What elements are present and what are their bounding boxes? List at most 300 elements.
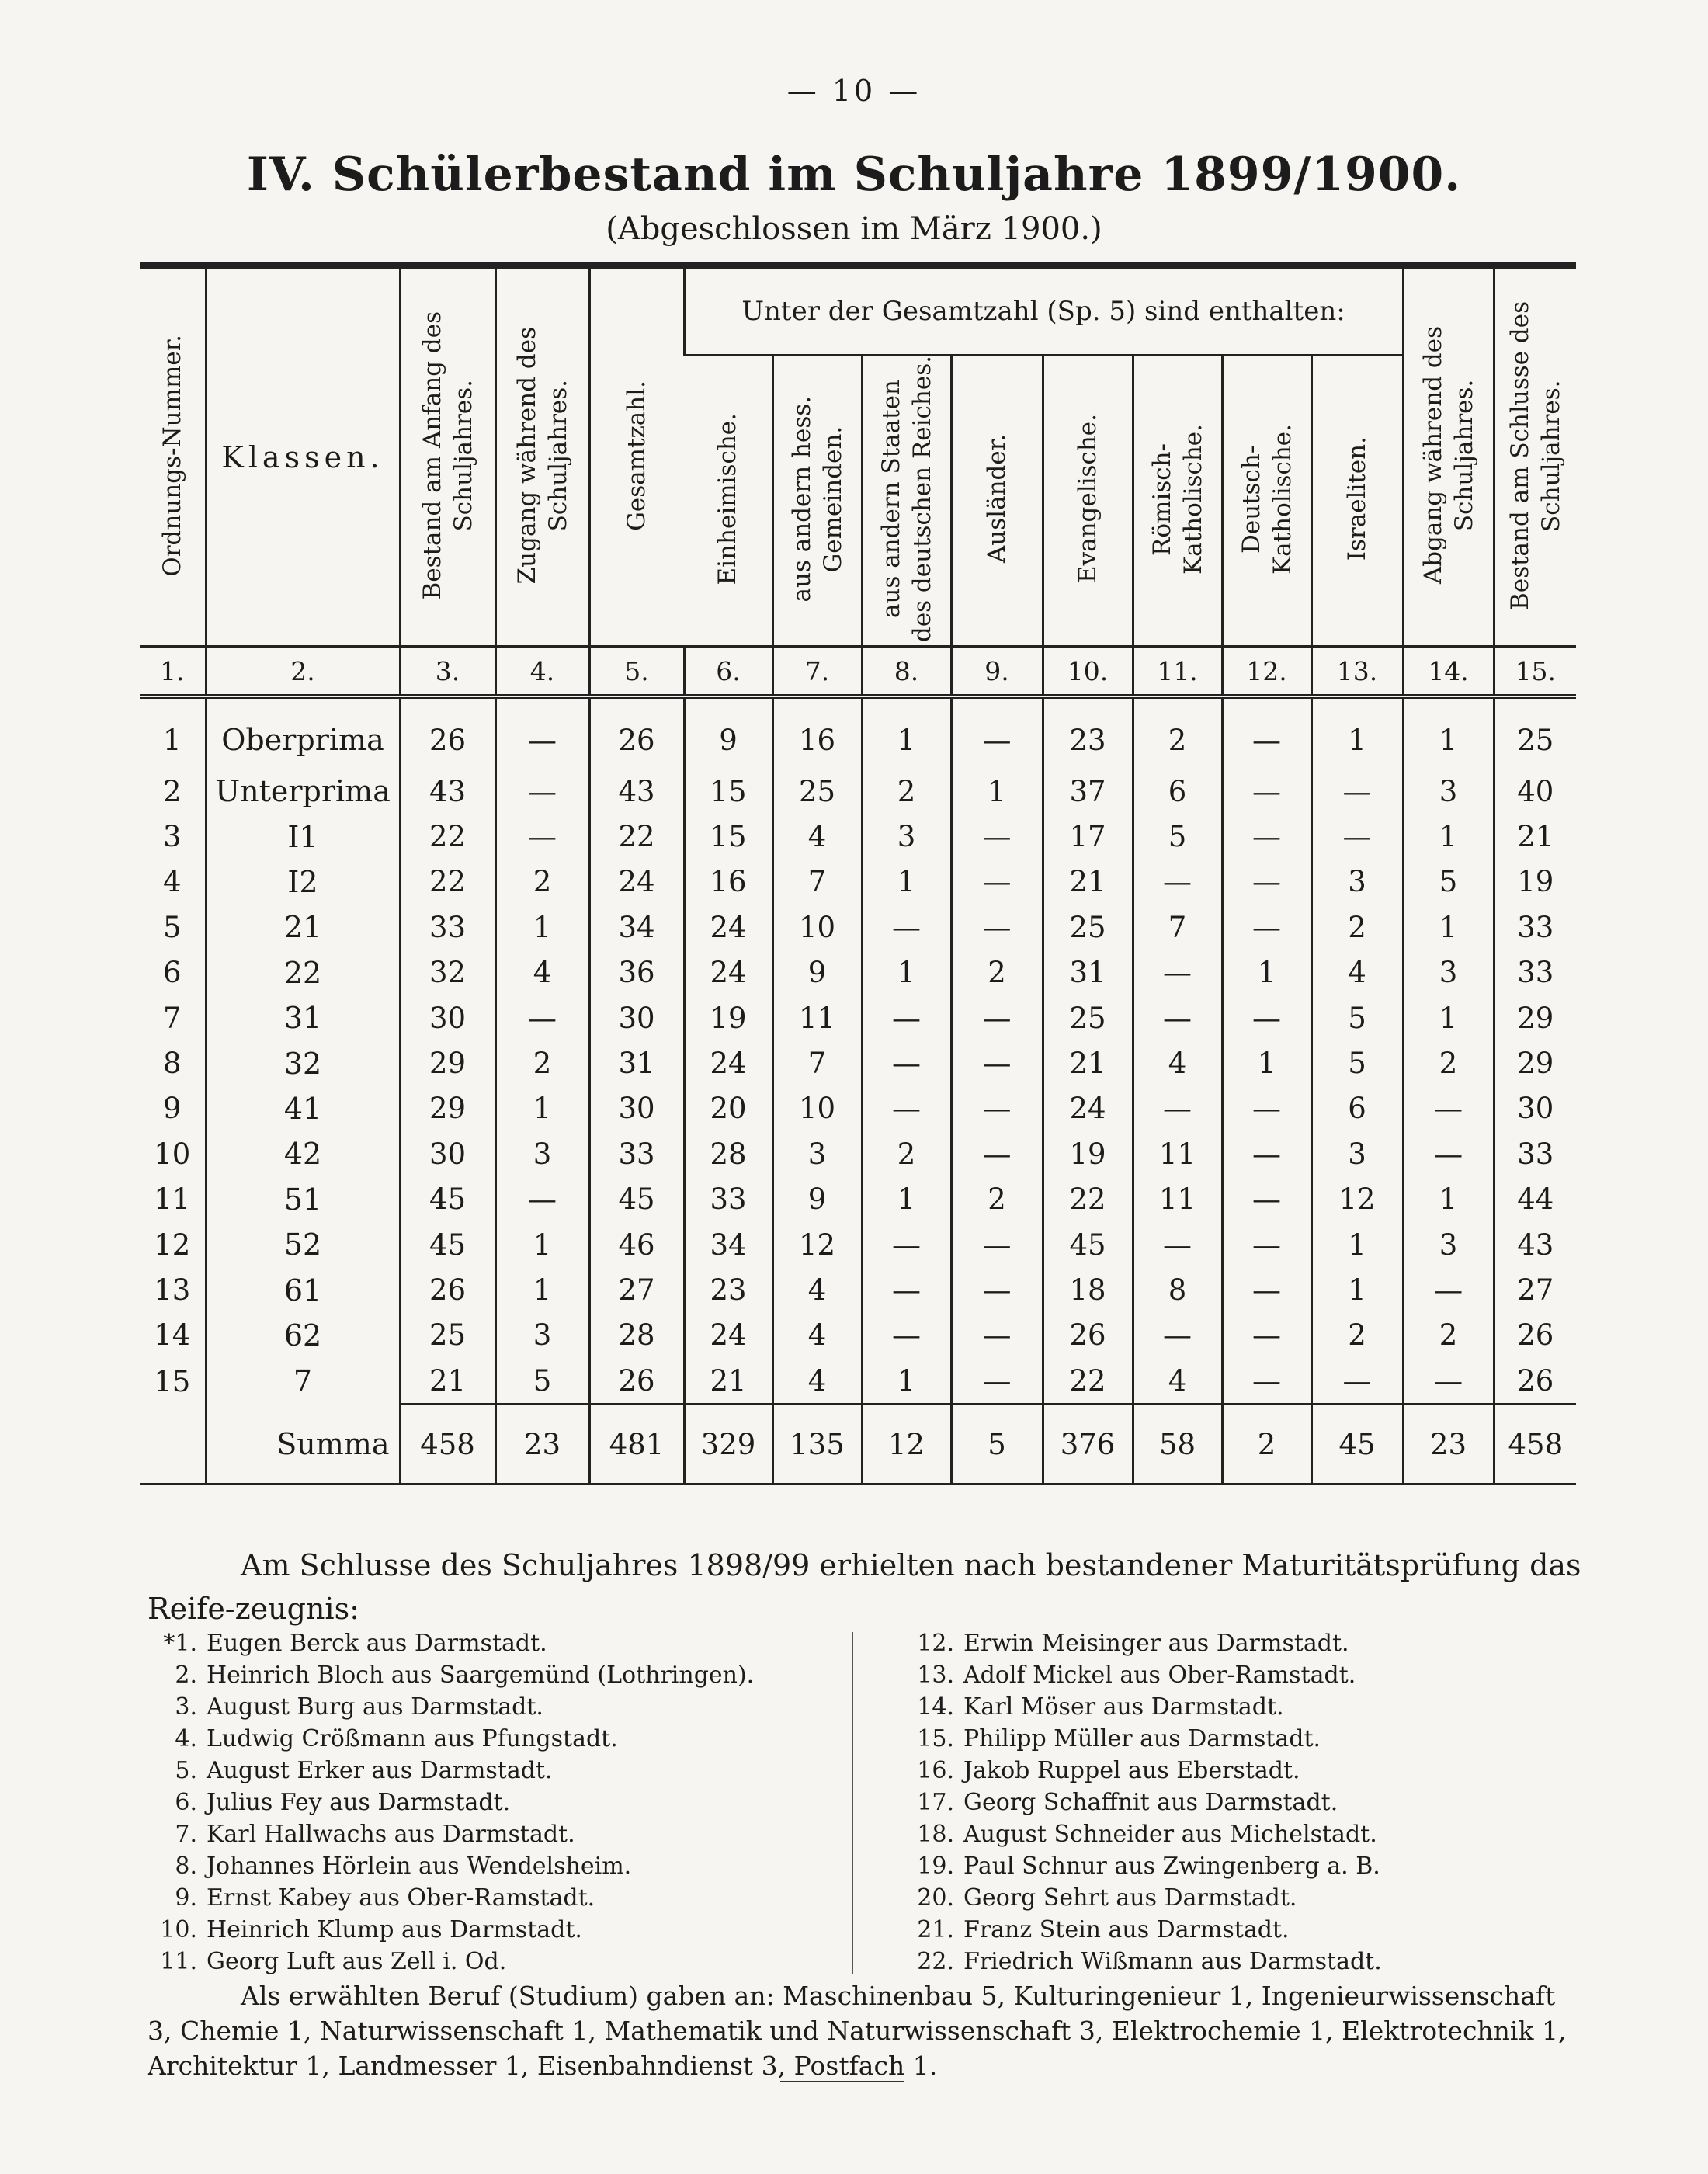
table-row	[140, 1086, 1576, 1131]
graduate-item	[148, 1946, 846, 1978]
table-row	[140, 814, 1576, 859]
graduate-number: 10.	[160, 1916, 197, 1943]
table-cell: 1	[1222, 1040, 1311, 1085]
table-cell: 3	[162, 820, 182, 854]
graduate-item	[904, 1691, 1588, 1723]
header-klassen-text: Klassen.	[221, 439, 384, 474]
class-name-cell: I2	[206, 860, 400, 905]
graduate-number: 21.	[917, 1916, 954, 1943]
table-cell: —	[951, 1131, 1043, 1176]
table-cell: 7	[772, 860, 862, 905]
table-cell: 3	[495, 1131, 589, 1176]
column-number: 11.	[1133, 647, 1222, 697]
graduate-item	[148, 1914, 846, 1946]
header-deutsch	[1222, 355, 1311, 647]
table-row	[140, 1267, 1576, 1312]
header-abgang-line1: Abgang während des	[1418, 326, 1447, 585]
table-cell: 2	[862, 769, 951, 814]
table-cell: 43	[589, 769, 684, 814]
column-number: 12.	[1222, 647, 1311, 697]
graduate-number: 2.	[175, 1662, 197, 1689]
graduate-name: Adolf Mickel aus Ober-Ramstadt.	[963, 1662, 1356, 1689]
table-cell: —	[1222, 995, 1311, 1040]
table-cell: 3	[495, 1313, 589, 1358]
table-cell: 8	[1133, 1267, 1222, 1312]
table-cell: 24	[684, 905, 772, 950]
graduate-number: 18.	[917, 1821, 954, 1848]
table-cell: 2	[1311, 1313, 1403, 1358]
graduate-number: *1.	[163, 1630, 197, 1657]
graduate-item	[148, 1659, 846, 1691]
table-cell: —	[951, 1040, 1043, 1085]
graduate-name: Georg Schaffnit aus Darmstadt.	[963, 1789, 1338, 1816]
column-divider	[852, 1632, 853, 1974]
graduate-number: 12.	[917, 1630, 954, 1657]
column-number: 13.	[1311, 647, 1403, 697]
table-cell: —	[1133, 1222, 1222, 1267]
page-title: IV. Schülerbestand im Schuljahre 1899/1900.	[246, 148, 1462, 202]
class-name-cell: 21	[206, 905, 400, 950]
table-cell: 7	[772, 1040, 862, 1085]
table-cell: 4	[772, 814, 862, 859]
graduate-item	[904, 1787, 1588, 1818]
table-row	[140, 950, 1576, 995]
table-cell: —	[1222, 696, 1311, 769]
header-roemisch-line2: Katholische.	[1179, 423, 1207, 575]
table-cell: —	[1222, 1267, 1311, 1312]
table-cell: —	[862, 1222, 951, 1267]
header-bestand-anfang	[400, 266, 495, 647]
table-cell: 1	[495, 1267, 589, 1312]
table-cell: 31	[589, 1040, 684, 1085]
header-andere-staaten-line2: des deutschen Reiches.	[908, 356, 936, 643]
table-cell: 33	[684, 1177, 772, 1222]
table-cell: 19	[684, 995, 772, 1040]
graduate-name: Johannes Hörlein aus Wendelsheim.	[207, 1853, 632, 1880]
summa-cell: 23	[495, 1405, 589, 1485]
graduate-item	[148, 1691, 846, 1723]
table-cell: 5	[1133, 814, 1222, 859]
table-cell: —	[1311, 1358, 1403, 1405]
table-cell: 6	[1133, 769, 1222, 814]
table-row	[140, 769, 1576, 814]
table-cell: 4	[495, 950, 589, 995]
table-cell: 2	[862, 1131, 951, 1176]
table-cell: 9	[772, 950, 862, 995]
table-cell: 15	[684, 769, 772, 814]
table-cell: 31	[1043, 950, 1133, 995]
table-cell: 1	[862, 696, 951, 769]
table-cell: 27	[1494, 1267, 1576, 1312]
graduate-name: Jakob Ruppel aus Eberstadt.	[963, 1757, 1300, 1784]
table-cell: 9	[684, 696, 772, 769]
header-andere-gemeinden-line1: aus andern hess.	[787, 395, 816, 603]
table-cell: —	[951, 905, 1043, 950]
table-cell: —	[951, 814, 1043, 859]
table-cell: 21	[400, 1358, 495, 1405]
graduates-list	[148, 1627, 1584, 1977]
table-cell: 1	[1403, 814, 1494, 859]
table-row	[140, 905, 1576, 950]
table-cell: 5	[1403, 860, 1494, 905]
graduate-item	[904, 1882, 1588, 1914]
table-cell: 1	[862, 1358, 951, 1405]
table-cell: 29	[1494, 995, 1576, 1040]
table-cell: 1	[1311, 696, 1403, 769]
table-cell: —	[1222, 1222, 1311, 1267]
class-name-cell: 31	[206, 995, 400, 1040]
table-row	[140, 696, 1576, 769]
table-cell: 1	[495, 1086, 589, 1131]
graduate-name: Friedrich Wißmann aus Darmstadt.	[963, 1948, 1382, 1975]
table-cell: —	[1403, 1131, 1494, 1176]
header-auslaender	[951, 355, 1043, 647]
table-cell: —	[495, 995, 589, 1040]
graduate-item	[148, 1627, 846, 1659]
table-cell: 20	[684, 1086, 772, 1131]
graduate-item	[904, 1946, 1588, 1978]
summa-cell: 458	[400, 1405, 495, 1485]
table-cell: 1	[495, 1222, 589, 1267]
summa-cell: 458	[1494, 1405, 1576, 1485]
table-cell: 9	[772, 1177, 862, 1222]
table-cell: 4	[1311, 950, 1403, 995]
class-name-cell: Unterprima	[206, 769, 400, 814]
table-cell: 1	[1403, 995, 1494, 1040]
table-cell: 5	[162, 910, 182, 944]
table-cell: —	[495, 696, 589, 769]
header-klassen	[206, 266, 400, 647]
table-row	[140, 860, 1576, 905]
table-cell: 33	[1494, 905, 1576, 950]
table-cell: 24	[684, 1313, 772, 1358]
table-cell: 5	[495, 1358, 589, 1405]
table-cell: 24	[684, 1040, 772, 1085]
graduate-number: 7.	[175, 1821, 197, 1848]
column-number: 2.	[206, 647, 400, 697]
table-cell: 26	[400, 1267, 495, 1312]
header-einheimische	[684, 355, 772, 647]
graduate-item	[148, 1850, 846, 1882]
table-cell: 1	[1311, 1267, 1403, 1312]
table-cell: —	[1222, 1313, 1311, 1358]
table-cell: 2	[951, 950, 1043, 995]
graduate-item	[148, 1882, 846, 1914]
table-cell: 28	[684, 1131, 772, 1176]
table-cell: —	[1311, 814, 1403, 859]
table-cell: 6	[162, 956, 182, 990]
graduate-number: 15.	[917, 1725, 954, 1752]
table-cell: 33	[1494, 1131, 1576, 1176]
careers-paragraph: Als erwählten Beruf (Studium) gaben an: Maschinenbau 5, Kulturingenieur 1, Ingenieurwissenschaft 3, Chemie 1, Naturwissenschaft 1, Mathematik und Naturwissenschaft 3, Elektrochemie 1, Elektrotechnik 1, Architektur 1, Landmesser 1, Eisenbahndienst 3, Postfach 1.	[148, 1981, 1567, 2081]
table-cell: 2	[951, 1177, 1043, 1222]
table-cell: —	[1133, 1313, 1222, 1358]
column-number: 14.	[1403, 647, 1494, 697]
column-number: 3.	[400, 647, 495, 697]
table-cell: 8	[162, 1047, 182, 1081]
table-cell: 26	[589, 696, 684, 769]
column-number: 8.	[862, 647, 951, 697]
table-cell: 18	[1043, 1267, 1133, 1312]
table-cell: 2	[495, 1040, 589, 1085]
class-name-cell: 22	[206, 950, 400, 995]
table-cell: 11	[1133, 1131, 1222, 1176]
table-cell: 1	[862, 950, 951, 995]
graduates-column-right	[904, 1627, 1588, 1978]
table-cell: 14	[154, 1318, 191, 1353]
header-gesamtzahl	[589, 266, 684, 647]
column-number: 4.	[495, 647, 589, 697]
table-cell: 13	[154, 1273, 191, 1307]
table-cell: —	[1403, 1267, 1494, 1312]
header-israeliten	[1311, 355, 1403, 647]
table-cell: 2	[1403, 1313, 1494, 1358]
header-deutsch-line2: Katholische.	[1268, 423, 1297, 575]
column-number: 10.	[1043, 647, 1133, 697]
header-ordnungsnummer	[140, 266, 206, 647]
table-cell: —	[1222, 1086, 1311, 1131]
table-cell: 6	[1311, 1086, 1403, 1131]
table-cell: 1	[1403, 696, 1494, 769]
graduate-number: 22.	[917, 1948, 954, 1975]
table-cell: —	[1222, 1177, 1311, 1222]
table-cell: 25	[1043, 905, 1133, 950]
enrollment-table	[140, 262, 1576, 1485]
table-cell: 2	[1133, 696, 1222, 769]
table-cell: 37	[1043, 769, 1133, 814]
graduate-name: Karl Hallwachs aus Darmstadt.	[207, 1821, 575, 1848]
table-cell: 45	[400, 1222, 495, 1267]
page-subtitle: (Abgeschlossen im März 1900.)	[606, 211, 1102, 247]
graduate-number: 19.	[917, 1853, 954, 1880]
graduate-name: Heinrich Bloch aus Saargemünd (Lothringen).	[207, 1662, 755, 1689]
header-roemisch	[1133, 355, 1222, 647]
header-abgang	[1403, 266, 1494, 647]
class-name-cell: I1	[206, 814, 400, 859]
class-name-cell: 62	[206, 1313, 400, 1358]
class-name-cell: 32	[206, 1040, 400, 1085]
table-cell: 11	[1133, 1177, 1222, 1222]
table-cell: 22	[1043, 1177, 1133, 1222]
graduate-number: 13.	[917, 1662, 954, 1689]
graduates-column-left	[148, 1627, 846, 1978]
class-name-cell: 51	[206, 1177, 400, 1222]
graduate-name: Karl Möser aus Darmstadt.	[963, 1693, 1284, 1721]
table-cell: 21	[1494, 814, 1576, 859]
graduate-number: 17.	[917, 1789, 954, 1816]
table-cell: 30	[589, 995, 684, 1040]
table-cell: —	[495, 769, 589, 814]
graduate-name: Paul Schnur aus Zwingenberg a. B.	[963, 1853, 1380, 1880]
table-cell: —	[862, 1313, 951, 1358]
table-cell: 1	[162, 723, 182, 757]
table-cell: 1	[862, 860, 951, 905]
table-cell: 15	[684, 814, 772, 859]
summa-cell: 481	[589, 1405, 684, 1485]
table-cell: —	[951, 1358, 1043, 1405]
graduate-number: 3.	[175, 1693, 197, 1721]
table-cell: 30	[589, 1086, 684, 1131]
graduate-item	[904, 1723, 1588, 1755]
table-cell: 44	[1494, 1177, 1576, 1222]
table-cell: 1	[495, 905, 589, 950]
column-number: 1.	[140, 647, 206, 697]
class-name-cell: 7	[206, 1358, 400, 1405]
table-cell: 2	[1311, 905, 1403, 950]
graduate-number: 6.	[175, 1789, 197, 1816]
table-cell: 4	[162, 865, 182, 899]
table-cell: 15	[154, 1364, 191, 1398]
column-number: 6.	[684, 647, 772, 697]
table-cell: —	[862, 905, 951, 950]
table-cell: 26	[589, 1358, 684, 1405]
table-cell: 2	[495, 860, 589, 905]
table-cell: 10	[772, 905, 862, 950]
table-cell: 11	[772, 995, 862, 1040]
summa-row	[140, 1405, 1576, 1485]
summa-cell: 5	[951, 1405, 1043, 1485]
graduate-name: Franz Stein aus Darmstadt.	[963, 1916, 1290, 1943]
header-bestand-schluss-line2: Schuljahres.	[1536, 379, 1565, 532]
graduate-number: 8.	[175, 1853, 197, 1880]
graduate-number: 5.	[175, 1757, 197, 1784]
column-number-row	[140, 647, 1576, 697]
table-cell: —	[495, 1177, 589, 1222]
table-cell: —	[1403, 1086, 1494, 1131]
header-andere-gemeinden	[772, 355, 862, 647]
table-cell: 4	[1133, 1040, 1222, 1085]
table-cell: 11	[154, 1183, 191, 1217]
graduate-item	[904, 1914, 1588, 1946]
table-cell: 3	[862, 814, 951, 859]
header-gesamtzahl-text: Gesamtzahl.	[623, 380, 651, 531]
table-body	[140, 647, 1576, 1485]
table-cell: 33	[400, 905, 495, 950]
table-cell: 16	[772, 696, 862, 769]
header-bestand-anfang-line1: Bestand am Anfang des	[418, 311, 446, 600]
table-cell: 32	[400, 950, 495, 995]
table-cell: 7	[162, 1001, 182, 1035]
header-andere-gemeinden-line2: Gemeinden.	[818, 425, 847, 572]
class-name-cell: 41	[206, 1086, 400, 1131]
table-cell: —	[951, 860, 1043, 905]
table-cell: 30	[400, 995, 495, 1040]
header-zugang-line1: Zugang während des	[512, 326, 541, 585]
summa-cell: 376	[1043, 1405, 1133, 1485]
table-cell: 16	[684, 860, 772, 905]
header-andere-staaten	[862, 355, 951, 647]
class-name-cell: Oberprima	[206, 696, 400, 769]
table-row	[140, 1313, 1576, 1358]
table-cell: —	[1222, 1131, 1311, 1176]
table-row	[140, 1358, 1576, 1405]
table-cell: 10	[154, 1137, 191, 1171]
summa-cell: 135	[772, 1405, 862, 1485]
table-cell: 30	[1494, 1086, 1576, 1131]
graduate-name: August Burg aus Darmstadt.	[207, 1693, 543, 1721]
table-cell: 34	[589, 905, 684, 950]
summa-empty-cell	[140, 1405, 206, 1485]
table-cell: 19	[1494, 860, 1576, 905]
table-row	[140, 995, 1576, 1040]
graduate-item	[904, 1627, 1588, 1659]
table-cell: 1	[862, 1177, 951, 1222]
summa-cell: 58	[1133, 1405, 1222, 1485]
class-name-cell: 42	[206, 1131, 400, 1176]
table-cell: —	[1222, 769, 1311, 814]
header-deutsch-line1: Deutsch-	[1237, 444, 1265, 554]
graduate-name: Heinrich Klump aus Darmstadt.	[207, 1916, 582, 1943]
table-cell: 43	[400, 769, 495, 814]
column-number: 5.	[589, 647, 684, 697]
table-cell: 4	[772, 1267, 862, 1312]
table-cell: 24	[684, 950, 772, 995]
table-cell: 24	[589, 860, 684, 905]
table-cell: 26	[1494, 1313, 1576, 1358]
table-cell: 4	[1133, 1358, 1222, 1405]
table-cell: 2	[162, 774, 182, 808]
table-cell: 3	[1311, 860, 1403, 905]
table-cell: 25	[1043, 995, 1133, 1040]
table-cell: —	[1133, 860, 1222, 905]
table-cell: —	[1133, 1086, 1222, 1131]
table-cell: 23	[684, 1267, 772, 1312]
graduate-item	[904, 1755, 1588, 1787]
table-cell: 1	[1403, 1177, 1494, 1222]
graduate-name: Ludwig Crößmann aus Pfungstadt.	[207, 1725, 618, 1752]
summa-cell: 329	[684, 1405, 772, 1485]
graduate-number: 20.	[917, 1884, 954, 1912]
table-cell: 4	[772, 1313, 862, 1358]
table-cell: 2	[1403, 1040, 1494, 1085]
table-cell: 4	[772, 1358, 862, 1405]
end-rule	[780, 2081, 904, 2082]
table-cell: 17	[1043, 814, 1133, 859]
table-cell: 3	[1403, 1222, 1494, 1267]
table-cell: 30	[400, 1131, 495, 1176]
header-israeliten-text: Israeliten.	[1343, 436, 1372, 561]
table-cell: 34	[684, 1222, 772, 1267]
table-cell: —	[1222, 1358, 1311, 1405]
summa-cell: 2	[1222, 1405, 1311, 1485]
header-zugang-line2: Schuljahres.	[543, 379, 572, 532]
summa-cell: 12	[862, 1405, 951, 1485]
table-cell: 27	[589, 1267, 684, 1312]
header-bestand-schluss-line1: Bestand am Schlusse des	[1505, 300, 1534, 610]
graduate-number: 14.	[917, 1693, 954, 1721]
table-cell: 10	[772, 1086, 862, 1131]
summa-cell: 23	[1403, 1405, 1494, 1485]
table-cell: 28	[589, 1313, 684, 1358]
header-auslaender-text: Ausländer.	[983, 434, 1011, 564]
header-bestand-anfang-line2: Schuljahres.	[449, 379, 477, 532]
header-einheimische-text: Einheimische.	[713, 412, 742, 585]
header-roemisch-line1: Römisch-	[1147, 442, 1176, 556]
table-cell: 21	[1043, 1040, 1133, 1085]
table-cell: 1	[951, 769, 1043, 814]
table-cell: 22	[1043, 1358, 1133, 1405]
table-cell: —	[1222, 860, 1311, 905]
table-cell: 12	[154, 1228, 191, 1262]
table-row	[140, 1177, 1576, 1222]
table-cell: 45	[1043, 1222, 1133, 1267]
table-cell: 45	[400, 1177, 495, 1222]
header-evangelische	[1043, 355, 1133, 647]
table-cell: —	[862, 1086, 951, 1131]
graduate-name: Georg Luft aus Zell i. Od.	[207, 1948, 507, 1975]
table-cell: 12	[772, 1222, 862, 1267]
graduate-name: Erwin Meisinger aus Darmstadt.	[963, 1630, 1349, 1657]
